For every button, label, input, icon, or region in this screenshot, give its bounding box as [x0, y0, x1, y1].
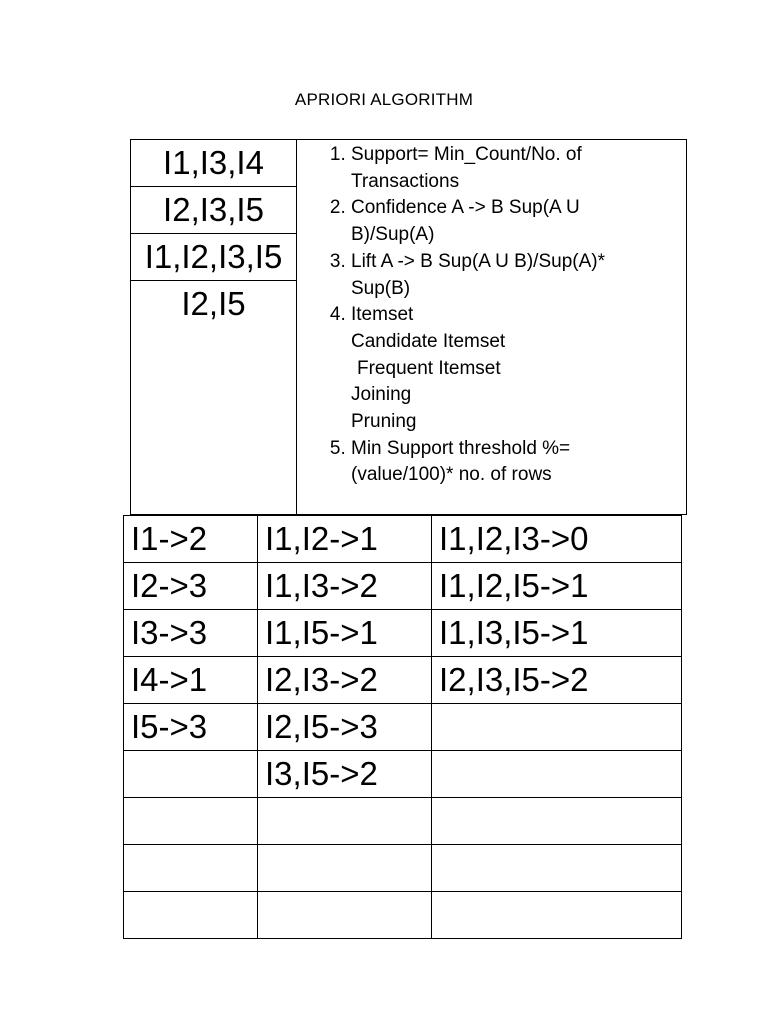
table-cell: [258, 845, 432, 892]
note-line: 1. Support= Min_Count/No. of: [351, 144, 582, 165]
table-row: [124, 704, 682, 751]
note-line: Transactions: [351, 170, 460, 192]
table-row: [124, 845, 682, 892]
table-cell: [432, 892, 682, 939]
table-cell: [432, 798, 682, 845]
table-cell: I1,I3,I5->1: [432, 610, 682, 657]
note-item-min-support: [351, 436, 678, 489]
note-line: Frequent Itemset: [357, 357, 501, 379]
note-line: 2. Confidence A -> B Sup(A U: [351, 197, 580, 219]
table-cell: [124, 892, 258, 939]
transaction-cell: I2,I3,I5: [131, 187, 296, 234]
table-cell: I3,I5->2: [258, 751, 432, 798]
table-cell: I1,I2->1: [258, 516, 432, 563]
table-cell: I3->3: [124, 610, 258, 657]
table-cell: I2,I3->2: [258, 657, 432, 704]
transactions-and-notes-table: [130, 139, 687, 515]
table-cell: I2->3: [124, 563, 258, 610]
note-line: Joining: [351, 384, 412, 406]
table-cell: I4->1: [124, 657, 258, 704]
table-row: [124, 657, 682, 704]
table-row: [124, 798, 682, 845]
note-line: Sup(B): [351, 277, 411, 299]
table-cell: [432, 751, 682, 798]
table-cell: I2,I3,I5->2: [432, 657, 682, 704]
note-line: Candidate Itemset: [351, 330, 506, 352]
table-cell: [258, 892, 432, 939]
note-item-itemset: [351, 302, 678, 436]
table-cell: [432, 704, 682, 751]
table-cell: I2,I5->3: [258, 704, 432, 751]
note-line: Pruning: [351, 411, 417, 433]
table-cell: [432, 845, 682, 892]
table-cell: [258, 798, 432, 845]
table-cell: I1,I3->2: [258, 563, 432, 610]
table-cell: I1,I5->1: [258, 610, 432, 657]
note-item-confidence: [351, 195, 678, 248]
note-line: 4. Itemset: [351, 304, 414, 326]
note-item-lift: [351, 249, 678, 302]
table-row: [124, 516, 682, 563]
table-cell: [124, 751, 258, 798]
note-line: 5. Min Support threshold %=: [351, 437, 571, 459]
table-cell: I1->2: [124, 516, 258, 563]
formula-notes: [297, 140, 686, 514]
note-line: B)/Sup(A): [351, 224, 435, 246]
transaction-cell: I1,I3,I4: [131, 140, 296, 187]
table-row: [124, 751, 682, 798]
transaction-cell: I2,I5: [181, 285, 246, 322]
note-line: (value/100)* no. of rows: [351, 464, 552, 486]
itemset-counts-table: [123, 515, 682, 939]
transactions-column: [131, 140, 297, 514]
note-line: 3. Lift A -> B Sup(A U B)/Sup(A)*: [351, 250, 605, 272]
table-cell: [124, 798, 258, 845]
note-item-support: [351, 142, 678, 195]
table-row: [124, 563, 682, 610]
notes-list: [327, 142, 678, 489]
table-cell: [124, 845, 258, 892]
page-title: APRIORI ALGORITHM: [294, 90, 474, 109]
transaction-cell: I1,I2,I3,I5: [131, 234, 296, 281]
table-row: [124, 610, 682, 657]
table-cell: I1,I2,I3->0: [432, 516, 682, 563]
table-cell: I5->3: [124, 704, 258, 751]
table-row: [124, 892, 682, 939]
table-cell: I1,I2,I5->1: [432, 563, 682, 610]
